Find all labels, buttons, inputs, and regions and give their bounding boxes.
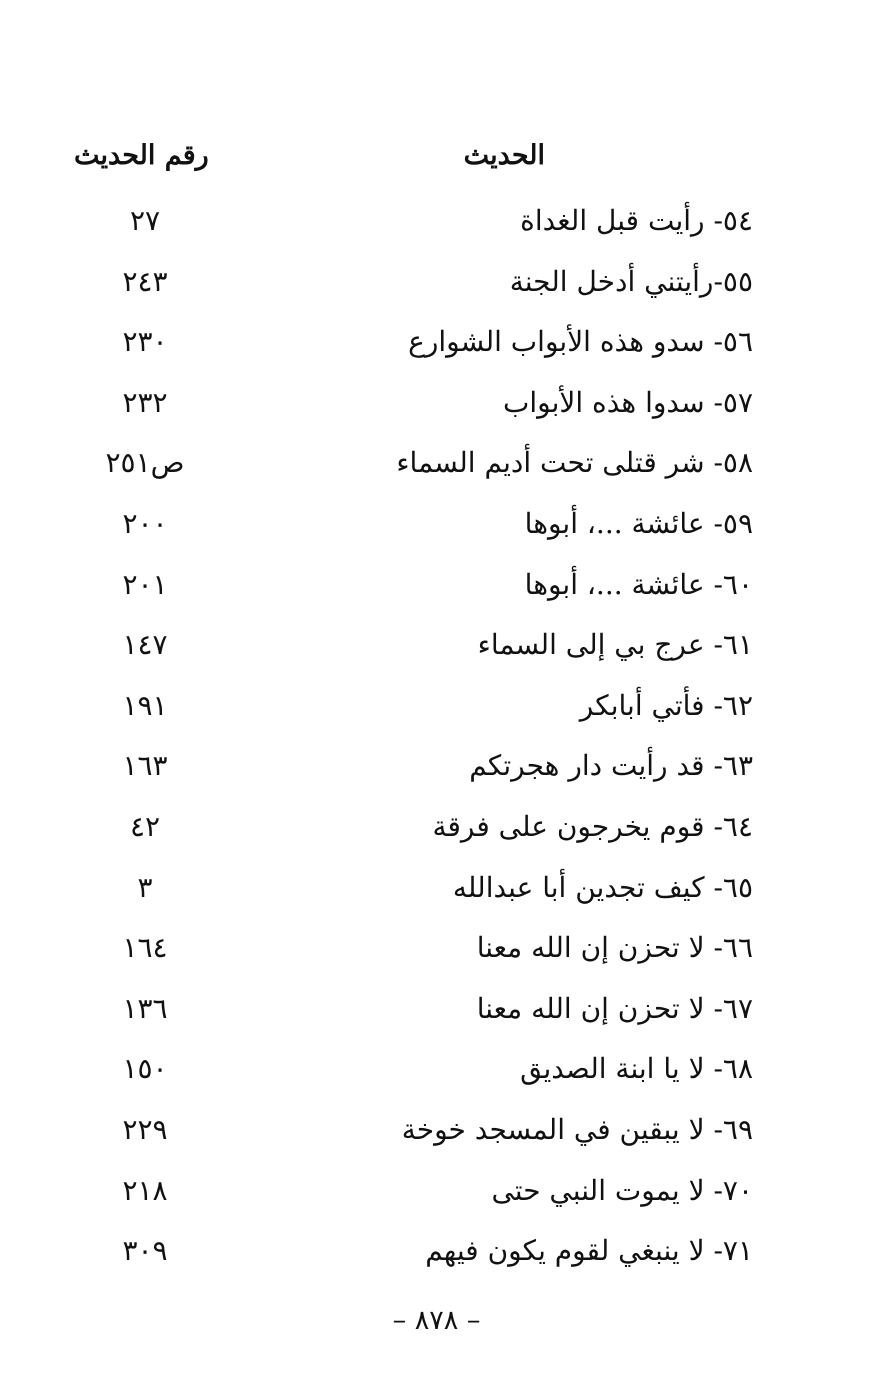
- hadith-title: ٥٤- رأيت قبل الغداة: [520, 204, 753, 237]
- list-item: [0, 988, 873, 1049]
- list-item: [0, 503, 873, 564]
- hadith-number-column-header: رقم الحديث: [74, 140, 209, 171]
- hadith-number: ٢٣٠: [122, 325, 168, 359]
- hadith-number: ٢٠١: [122, 567, 168, 601]
- hadith-title: ٥٦- سدو هذه الأبواب الشوارع: [408, 325, 753, 359]
- hadith-number: ٢٢٩: [122, 1112, 168, 1146]
- hadith-number: ص٢٥١: [105, 446, 185, 480]
- hadith-title: ٦٨- لا يا ابنة الصديق: [520, 1052, 753, 1086]
- hadith-title: ٥٩- عائشة ...، أبوها: [524, 506, 753, 540]
- hadith-title: ٥٥-رأيتني أدخل الجنة: [509, 264, 753, 298]
- hadith-number: ٢٧: [129, 204, 161, 237]
- hadith-number: ٣: [137, 870, 153, 904]
- hadith-number: ١٦٤: [122, 931, 168, 965]
- list-item: [0, 867, 873, 928]
- list-item: [0, 1109, 873, 1170]
- hadith-number: ٢٤٣: [122, 264, 168, 298]
- list-item: [0, 321, 873, 382]
- hadith-title: ٦٢- فأتي أبابكر: [579, 688, 753, 722]
- list-item: [0, 685, 873, 746]
- list-item: [0, 261, 873, 322]
- hadith-number: ١٣٦: [122, 991, 168, 1025]
- hadith-title: ٦٠- عائشة ...، أبوها: [524, 567, 753, 601]
- list-item: [0, 745, 873, 806]
- hadith-number: ١٤٧: [122, 628, 168, 662]
- hadith-number: ١٦٣: [122, 749, 168, 783]
- hadith-column-header: الحديث: [463, 140, 545, 171]
- list-item: [0, 1170, 873, 1231]
- hadith-title: ٦٣- قد رأيت دار هجرتكم: [469, 749, 753, 783]
- hadith-number: ٣٠٩: [122, 1234, 168, 1268]
- hadith-number: ٢١٨: [122, 1173, 168, 1207]
- hadith-title: ٦٧- لا تحزن إن الله معنا: [476, 991, 753, 1025]
- list-item: [0, 564, 873, 625]
- hadith-title: ٦٤- قوم يخرجون على فرقة: [432, 809, 753, 843]
- hadith-title: ٦٥- كيف تجدين أبا عبدالله: [452, 870, 753, 904]
- hadith-title: ٧١- لا ينبغي لقوم يكون فيهم: [425, 1234, 753, 1268]
- hadith-title: ٧٠- لا يموت النبي حتى: [491, 1173, 753, 1207]
- list-item: [0, 442, 873, 503]
- hadith-title: ٦١- عرج بي إلى السماء: [477, 628, 753, 662]
- hadith-number: ٤٢: [129, 809, 161, 843]
- list-item: [0, 382, 873, 443]
- hadith-number: ٢٣٢: [122, 385, 168, 419]
- table-header: [0, 140, 873, 190]
- hadith-index-list: [0, 200, 873, 1291]
- list-item: [0, 1230, 873, 1291]
- list-item: [0, 200, 873, 261]
- list-item: [0, 1048, 873, 1109]
- hadith-number: ١٥٠: [122, 1052, 168, 1086]
- hadith-title: ٦٦- لا تحزن إن الله معنا: [476, 931, 753, 965]
- page-number: – ٨٧٨ –: [392, 1305, 481, 1336]
- list-item: [0, 624, 873, 685]
- hadith-number: ٢٠٠: [122, 506, 168, 540]
- hadith-number: ١٩١: [122, 688, 168, 722]
- list-item: [0, 806, 873, 867]
- hadith-title: ٦٩- لا يبقين في المسجد خوخة: [401, 1112, 753, 1146]
- hadith-title: ٥٨- شر قتلى تحت أديم السماء: [396, 446, 753, 480]
- list-item: [0, 927, 873, 988]
- hadith-title: ٥٧- سدوا هذه الأبواب: [503, 385, 753, 419]
